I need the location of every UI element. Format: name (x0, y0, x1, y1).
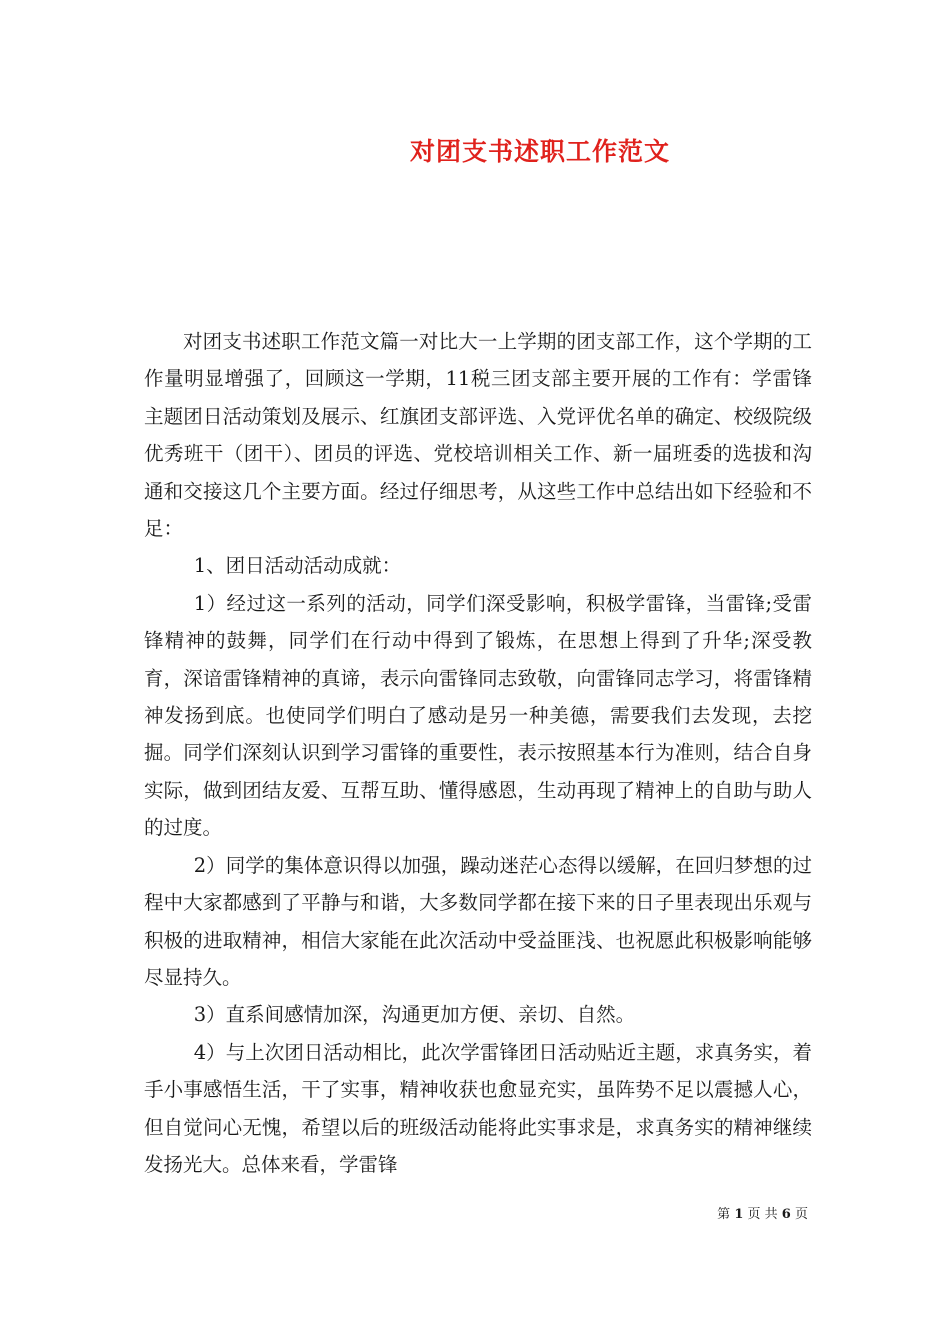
paragraph-item-1: 1）经过这一系列的活动，同学们深受影响，积极学雷锋，当雷锋;受雷锋精神的鼓舞，同学们在行动中得到了锻炼，在思想上得到了升华;深受教育，深谙雷锋精神的真谛，表示向雷锋同志致敬，向雷锋同志学习，将雷锋精神发扬到底。也使同学们明白了感动是另一种美德，需要我们去发现，去挖掘。同学们深刻认识到学习雷锋的重要性，表示按照基本行为准则，结合自身实际，做到团结友爱、互帮互助、懂得感恩，生动再现了精神上的自助与助人的过度。 (144, 591, 812, 840)
footer-current-page: 1 (734, 1207, 744, 1222)
paragraph-section-heading: 1、团日活动活动成就： (193, 554, 402, 578)
footer-middle: 页 共 (747, 1207, 778, 1222)
document-title: 对团支书述职工作范文 (409, 137, 670, 166)
footer-suffix: 页 (794, 1207, 808, 1222)
footer-total-pages: 6 (781, 1207, 791, 1222)
paragraph-item-4: 4）与上次团日活动相比，此次学雷锋团日活动贴近主题，求真务实，着手小事感悟生活，干了实事，精神收获也愈显充实，虽阵势不足以震撼人心，但自觉问心无愧，希望以后的班级活动能将此实事求是，求真务实的精神继续发扬光大。总体来看，学雷锋 (144, 1040, 812, 1176)
paragraph-item-3: 3）直系间感情加深，沟通更加方便、亲切、自然。 (193, 1003, 636, 1027)
paragraph-intro: 对团支书述职工作范文篇一对比大一上学期的团支部工作，这个学期的工作量明显增强了，回顾这一学期，11税三团支部主要开展的工作有：学雷锋主题团日活动策划及展示、红旗团支部评选、入党评优名单的确定、校级院级优秀班干（团干）、团员的评选、党校培训相关工作、新一届班委的选拔和沟通和交接这几个主要方面。经过仔细思考，从这些工作中总结出如下经验和不足： (144, 330, 812, 541)
paragraph-item-2: 2）同学的集体意识得以加强，躁动迷茫心态得以缓解，在回归梦想的过程中大家都感到了平静与和谐，大多数同学都在接下来的日子里表现出乐观与积极的进取精神，相信大家能在此次活动中受益匪浅、也祝愿此积极影响能够尽显持久。 (144, 853, 812, 989)
document-body (144, 323, 812, 1183)
page-footer (717, 1203, 808, 1222)
footer-prefix: 第 (717, 1207, 731, 1222)
